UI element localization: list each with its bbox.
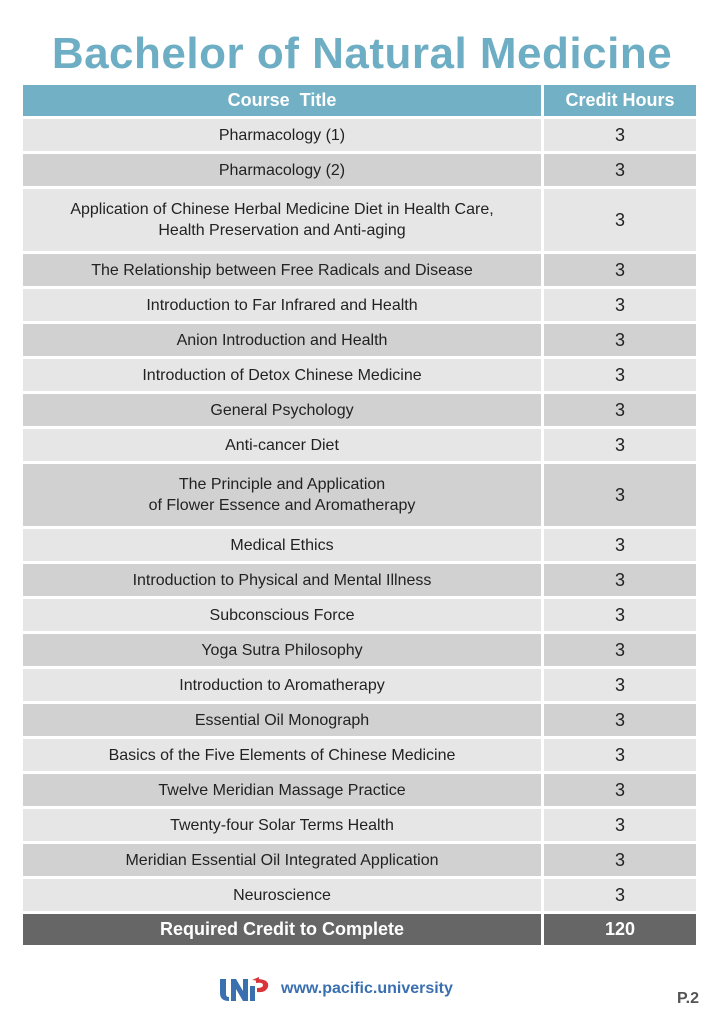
table-row [23,739,696,771]
website-link[interactable]: www.pacific.university [281,980,453,997]
course-title-cell: Medical Ethics [23,529,541,561]
credit-hours-cell: 3 [544,529,696,561]
table-row [23,324,696,356]
table-row [23,774,696,806]
course-title-cell: Introduction of Detox Chinese Medicine [23,359,541,391]
credit-hours-cell: 3 [544,739,696,771]
credit-hours-cell: 3 [544,634,696,666]
table-row [23,669,696,701]
table-row [23,704,696,736]
course-title-cell: Introduction to Aromatherapy [23,669,541,701]
course-title-cell: Essential Oil Monograph [23,704,541,736]
university-logo [219,976,271,1002]
credit-hours-cell: 3 [544,669,696,701]
course-title-cell: Twelve Meridian Massage Practice [23,774,541,806]
credit-hours-cell: 3 [544,324,696,356]
table-row [23,429,696,461]
course-title-cell: Application of Chinese Herbal Medicine Diet in Health Care, Health Preservation and Anti-aging [23,189,541,251]
course-title-cell: Pharmacology (2) [23,154,541,186]
credit-hours-cell: 3 [544,394,696,426]
credit-hours-cell: 3 [544,704,696,736]
table-header [23,85,696,116]
table-row [23,119,696,151]
table-row [23,464,696,526]
credit-hours-cell: 3 [544,119,696,151]
header-course-title: Course Title [23,85,541,116]
course-title-cell: Subconscious Force [23,599,541,631]
course-title-cell: Meridian Essential Oil Integrated Application [23,844,541,876]
credit-hours-cell: 3 [544,289,696,321]
credit-hours-cell: 3 [544,429,696,461]
table-row [23,154,696,186]
course-title-cell: General Psychology [23,394,541,426]
course-title-cell: Introduction to Far Infrared and Health [23,289,541,321]
total-value: 120 [544,914,696,945]
credit-hours-cell: 3 [544,599,696,631]
credit-hours-cell: 3 [544,189,696,251]
course-title-cell: Basics of the Five Elements of Chinese Medicine [23,739,541,771]
credit-hours-cell: 3 [544,879,696,911]
table-row [23,394,696,426]
table-row [23,254,696,286]
table-row [23,359,696,391]
table-row [23,599,696,631]
course-title-cell: Twenty-four Solar Terms Health [23,809,541,841]
credit-hours-cell: 3 [544,154,696,186]
course-title-cell: The Relationship between Free Radicals and Disease [23,254,541,286]
table-row [23,189,696,251]
credit-hours-cell: 3 [544,254,696,286]
credit-hours-cell: 3 [544,359,696,391]
credit-hours-cell: 3 [544,774,696,806]
table-row [23,809,696,841]
unp-logo-icon [219,976,271,1002]
course-title-cell: Neuroscience [23,879,541,911]
credit-hours-cell: 3 [544,844,696,876]
course-title-cell: Yoga Sutra Philosophy [23,634,541,666]
credit-hours-cell: 3 [544,564,696,596]
table-row [23,564,696,596]
header-credit-hours: Credit Hours [544,85,696,116]
table-row [23,634,696,666]
course-title-cell: The Principle and Application of Flower Essence and Aromatherapy [23,464,541,526]
credit-hours-cell: 3 [544,464,696,526]
page-number: P.2 [677,990,699,1007]
footer [219,976,453,1002]
page-title: Bachelor of Natural Medicine [51,29,673,78]
table-row [23,844,696,876]
total-label: Required Credit to Complete [23,914,541,945]
credit-hours-cell: 3 [544,809,696,841]
course-title-cell: Introduction to Physical and Mental Illness [23,564,541,596]
course-title-cell: Anion Introduction and Health [23,324,541,356]
table-row [23,289,696,321]
course-title-cell: Pharmacology (1) [23,119,541,151]
course-table [23,85,696,948]
table-row [23,529,696,561]
course-title-cell: Anti-cancer Diet [23,429,541,461]
table-row [23,879,696,911]
total-row [23,914,696,945]
